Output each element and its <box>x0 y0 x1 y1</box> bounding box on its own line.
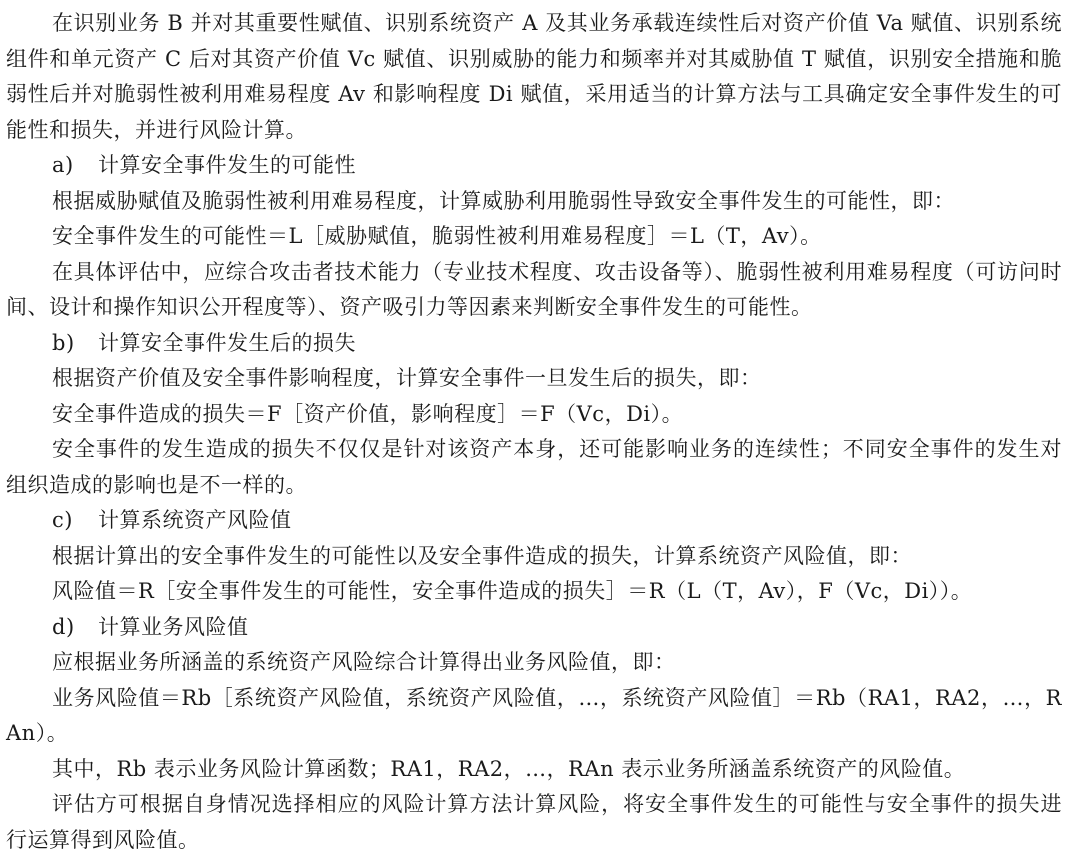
section-d-title: 计算业务风险值 <box>98 614 249 639</box>
section-d-heading <box>6 610 1062 646</box>
section-a-formula: 安全事件发生的可能性＝L［威胁赋值，脆弱性被利用难易程度］＝L（T，Av）。 <box>52 224 822 248</box>
section-c-heading <box>6 503 1062 539</box>
section-b-mark: b) <box>52 330 75 355</box>
section-a-mark: a) <box>52 153 74 177</box>
section-c-title: 计算系统资产风险值 <box>98 508 292 532</box>
section-a-heading <box>6 148 1062 184</box>
section-d-formula: 业务风险值＝Rb［系统资产风险值，系统资产风险值，…，系统资产风险值］＝Rb（RA1，RA2，…，RAn）。 <box>6 685 1062 745</box>
section-c-formula: 风险值＝R［安全事件发生的可能性，安全事件造成的损失］＝R（L（T，Av），F（Vc，Di））。 <box>52 579 973 603</box>
section-b-description: 根据资产价值及安全事件影响程度，计算安全事件一旦发生后的损失，即： <box>52 366 762 390</box>
section-a-title: 计算安全事件发生的可能性 <box>98 153 356 177</box>
section-c-description: 根据计算出的安全事件发生的可能性以及安全事件造成的损失，计算系统资产风险值，即： <box>52 543 912 568</box>
closing-paragraph: 评估方可根据自身情况选择相应的风险计算方法计算风险，将安全事件发生的可能性与安全事件的损失进行运算得到风险值。 <box>6 792 1062 852</box>
section-b-formula: 安全事件造成的损失＝F［资产价值，影响程度］＝F（Vc，Di）。 <box>52 401 684 426</box>
section-b-title: 计算安全事件发生后的损失 <box>98 330 356 355</box>
section-a-description: 根据威胁赋值及脆弱性被利用难易程度，计算威胁利用脆弱性导致安全事件发生的可能性，即： <box>52 188 955 213</box>
intro-paragraph: 在识别业务 B 并对其重要性赋值、识别系统资产 A 及其业务承载连续性后对资产价值 Va 赋值、识别系统组件和单元资产 C 后对其资产价值 Vc 赋值、识别威胁的能力和频率并对其威胁值 T 赋值，识别安全措施和脆弱性后并对脆弱性被利用难易程度 Av 和影响程度 Di 赋值，采用适当的计算方法与工具确定安全事件发生的可能性和损失，并进行风险计算。 <box>6 11 1062 142</box>
section-c-mark: c) <box>52 508 73 532</box>
section-b-heading <box>6 326 1062 362</box>
section-d-description: 应根据业务所涵盖的系统资产风险综合计算得出业务风险值，即： <box>52 650 676 674</box>
section-a-note: 在具体评估中，应综合攻击者技术能力（专业技术程度、攻击设备等）、脆弱性被利用难易程度（可访问时间、设计和操作知识公开程度等）、资产吸引力等因素来判断安全事件发生的可能性。 <box>6 259 1062 319</box>
section-b-note: 安全事件的发生造成的损失不仅仅是针对该资产本身，还可能影响业务的连续性；不同安全事件的发生对组织造成的影响也是不一样的。 <box>6 437 1062 497</box>
section-d-note: 其中，Rb 表示业务风险计算函数；RA1，RA2，…，RAn 表示业务所涵盖系统资产的风险值。 <box>52 756 966 781</box>
section-d-mark: d) <box>52 614 75 639</box>
